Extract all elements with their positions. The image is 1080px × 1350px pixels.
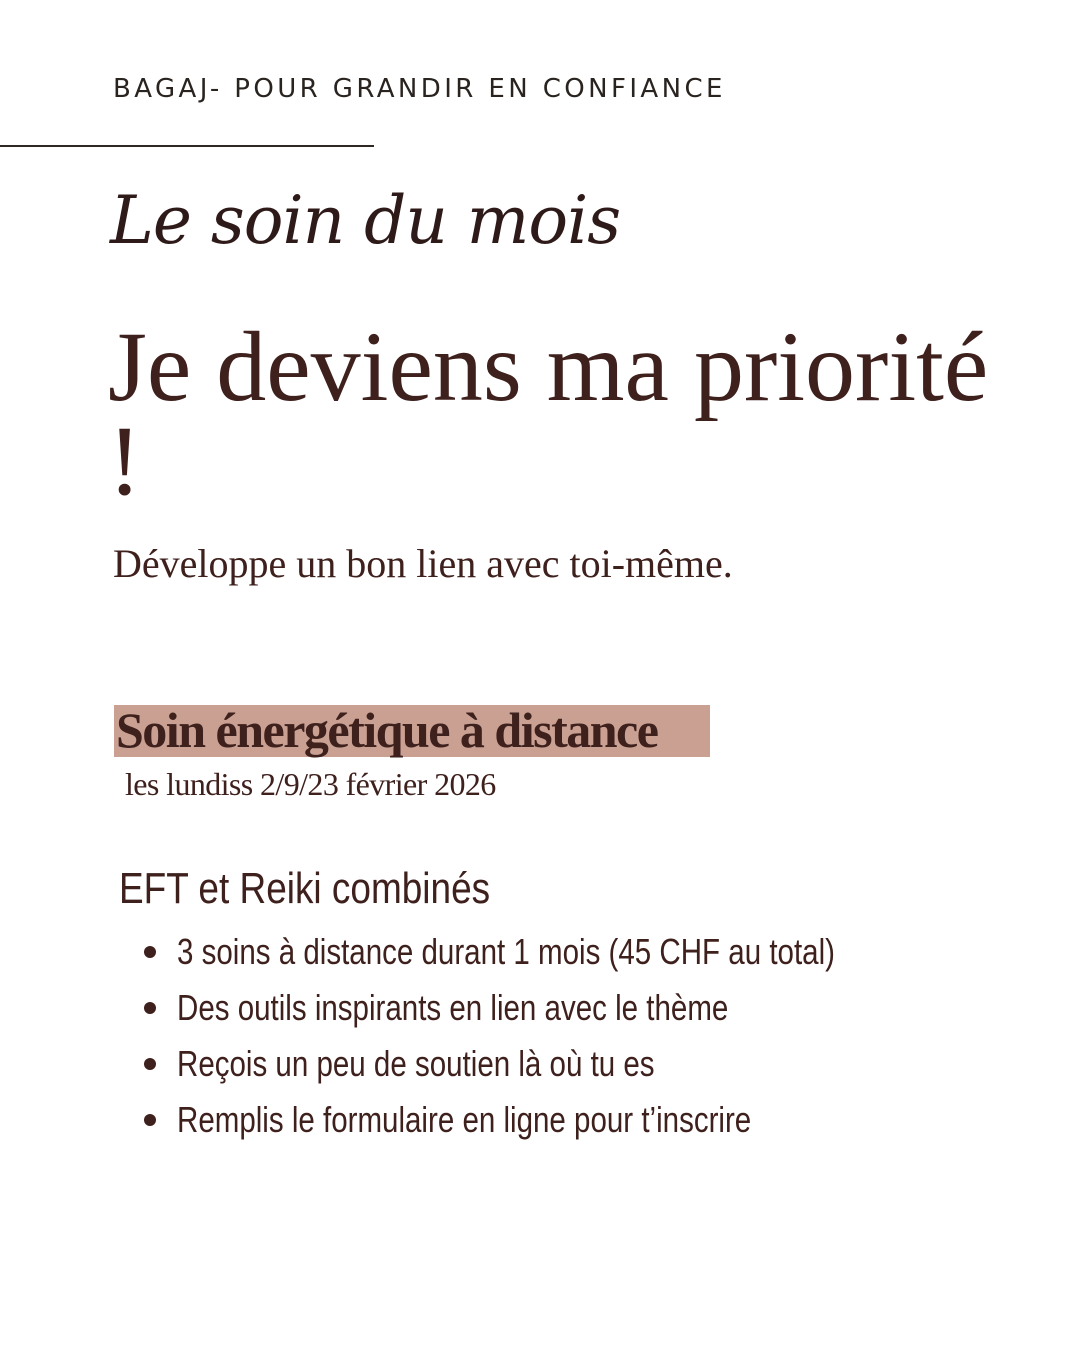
section-title: EFT et Reiki combinés xyxy=(119,864,491,913)
bullet-icon xyxy=(144,1114,156,1126)
offer-dates: les lundiss 2/9/23 février 2026 xyxy=(125,766,496,802)
main-headline: Je deviens ma priorité ! xyxy=(108,311,989,516)
offer-title: Soin énergétique à distance xyxy=(116,702,658,758)
bullet-icon xyxy=(144,946,156,958)
list-item-text: Reçois un peu de soutien là où tu es xyxy=(177,1043,655,1084)
bullet-icon xyxy=(144,1058,156,1070)
brand-header: BAGAJ- POUR GRANDIR EN CONFIANCE xyxy=(113,74,726,104)
subtitle: Développe un bon lien avec toi-même. xyxy=(113,541,733,586)
bullet-icon xyxy=(144,1002,156,1014)
list-item-text: Des outils inspirants en lien avec le thème xyxy=(177,987,729,1028)
list-item-text: Remplis le formulaire en ligne pour t’inscrire xyxy=(177,1099,752,1140)
script-title: Le soin du mois xyxy=(110,182,621,259)
list-item-text: 3 soins à distance durant 1 mois (45 CHF au total) xyxy=(177,931,835,972)
header-divider xyxy=(0,145,374,147)
